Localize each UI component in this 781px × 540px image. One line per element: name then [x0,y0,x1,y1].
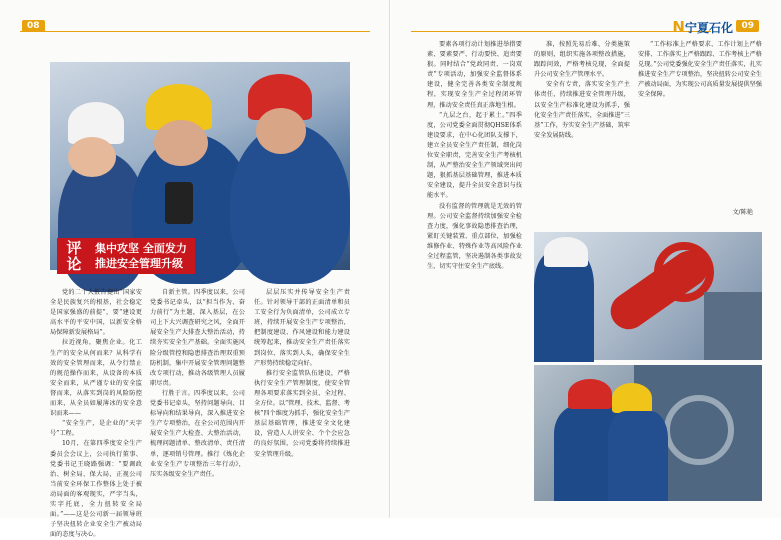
author-credit: 文/陈艳 [732,209,753,216]
paragraph: “九层之台，起于累土。”四季度，公司党委全面贯彻QHSE体系建设要求，在中心化团队支撑下，建立全员安全生产责任制，细化岗位安全职责，完善安全生产考核机制，从严整治安全生产领域突出问题，狠抓基层基础管理，推进本质安全建设，提升全员安全意识与技能水平。 [427,111,522,200]
paragraph: 行胜于言。四季度以来，公司党委书记牵头，坚持问题导向、目标导向和结果导向，深入推进安全生产专项整治，在全公司范围内开展安全生产大检查、大整治活动，梳理问题清单、整改清单、责任清单，逐项销号管理。推行《炼化企业安全生产专项整治三年行动》，压实各级安全生产责任。 [150,389,245,478]
text-column-1 [427,40,522,510]
paragraph: 要素各项行动计划推进举措要素、要素要严、行动要快、追责要狠。同时结合“党政同责、一岗双责”专项活动，加强安全监督体系建设，健全完善各类安全制度规程，实现安全生产全过程闭环管理，推动安全责任真正落地生根。 [427,41,522,109]
text-column-3 [638,40,762,205]
page-number: 08 [22,20,45,32]
title-badge-char: 评 [66,239,82,257]
title-badge [57,238,91,274]
title-badge-char: 论 [66,255,82,273]
paragraph: 党的二十大报告提出“国家安全是民族复兴的根基，社会稳定是国家强盛的前提”，要“建设更高水平的平安中国，以新安全格局保障新发展格局”。 [50,289,142,337]
text-column-2 [150,288,245,510]
paragraph: 安全有专责，落实安全生产主体责任，持续推进安全管理升级，以安全生产标准化建设为抓手，强化安全生产责任落实，全面推进“三基”工作，夯实安全生产基础，筑牢安全发展防线。 [534,81,630,139]
paragraph: 推行安全监管队伍建设，严格执行安全生产管理制度，使安全管理各项要求落实到全员、全过程、全方位。以“管理、技术、监督、考核”四个维度为抓手，强化安全生产基层基础管理，推进安全文化建设，营造人人讲安全、个个会应急的良好氛围，公司党委将持续推进安全管理升级。 [254,369,350,458]
paragraph: 层层压实并传导安全生产责任。针对领导干部的正面清单和员工安全行为负面清单，公司成立专班，持续开展安全生产专项整治，把制度建设、作风建设和能力建设统筹起来，推动安全生产责任落实到岗位、落实到人头，确保安全生产形势持续稳定向好。 [254,289,350,367]
left-page [0,0,390,539]
text-column-2 [534,40,630,225]
text-column-1 [50,288,142,539]
valve-inspection-photo [534,232,762,360]
title-line-2: 推进安全管理升级 [95,257,183,270]
article-title [91,238,195,274]
paragraph: 10月，在第四季度安全生产委员会会议上，公司执行董事、党委书记王晓路强调：“要调政治、树全局、保大局，正视公司当前安全环保工作整体上处于被动局面的客观现实，严字当头，实字托底，全力扭转安全局面。”——这是公司新一届领导班子坚决扭转企业安全生产被动局面的态度与决心。 [50,440,142,539]
paragraph: “工作标准上严格要求、工作计划上严格安排、工作落实上严格跟踪、工作考核上严格兑现。”公司党委强化安全生产责任落实，扎实推进安全生产专项整治，坚决扭转公司安全生产被动局面，为实现公司高质量发展提供坚强安全保障。 [638,41,762,99]
paragraph: 准，按照先易后难、分类施策的原则，组织实施各项整改措施，跟踪问效，严格考核兑现，全面提升公司安全生产管理水平。 [534,41,630,79]
brand-logo [672,18,733,36]
brand-n: N [672,18,685,36]
paragraph: 自新主管。四季度以来，公司党委书记牵头，以“担当作为、奋力前行”为主题，深入基层，在公司上下大兴调查研究之风，全面开展安全生产大排查大整治活动，持续夯实安全生产基础。全面实施风险分级管控和隐患排查治理双重预防机制，集中开展安全管理问题整改专项行动，推动各级管理人员履职尽责。 [150,289,245,387]
right-page [391,0,781,518]
text-column-3 [254,288,350,510]
paragraph: 拉近视角，聚焦企业。化工生产的安全从何而来？从科学有效的安全管理而来，从令行禁止的规范操作而来，从设备的本质安全而来，从严谨专业的安全监督而来，从落实到岗的风险防控而来，从全员如履薄冰的安全意识而来—— [50,339,142,418]
page-number: 09 [736,20,759,32]
brand-text: 宁夏石化 [684,21,733,35]
paragraph: 没有监督的管理就是无效的管理。公司安全监督持续加强安全检查力度，强化事故隐患排查治理，紧盯关键装置、重点部位，加强检维修作业、特殊作业等高风险作业全过程监管，坚决遏制各类事故发生，切实守住安全生产底线。 [427,202,522,271]
title-line-1: 集中攻坚 全面发力 [95,242,187,255]
pipe-inspection-photo [534,365,762,501]
paragraph: “安全生产，是企业的“天字号”工程。 [50,420,142,438]
article-title-box [57,238,195,274]
header-rule [20,22,370,32]
header-rule [411,22,711,32]
